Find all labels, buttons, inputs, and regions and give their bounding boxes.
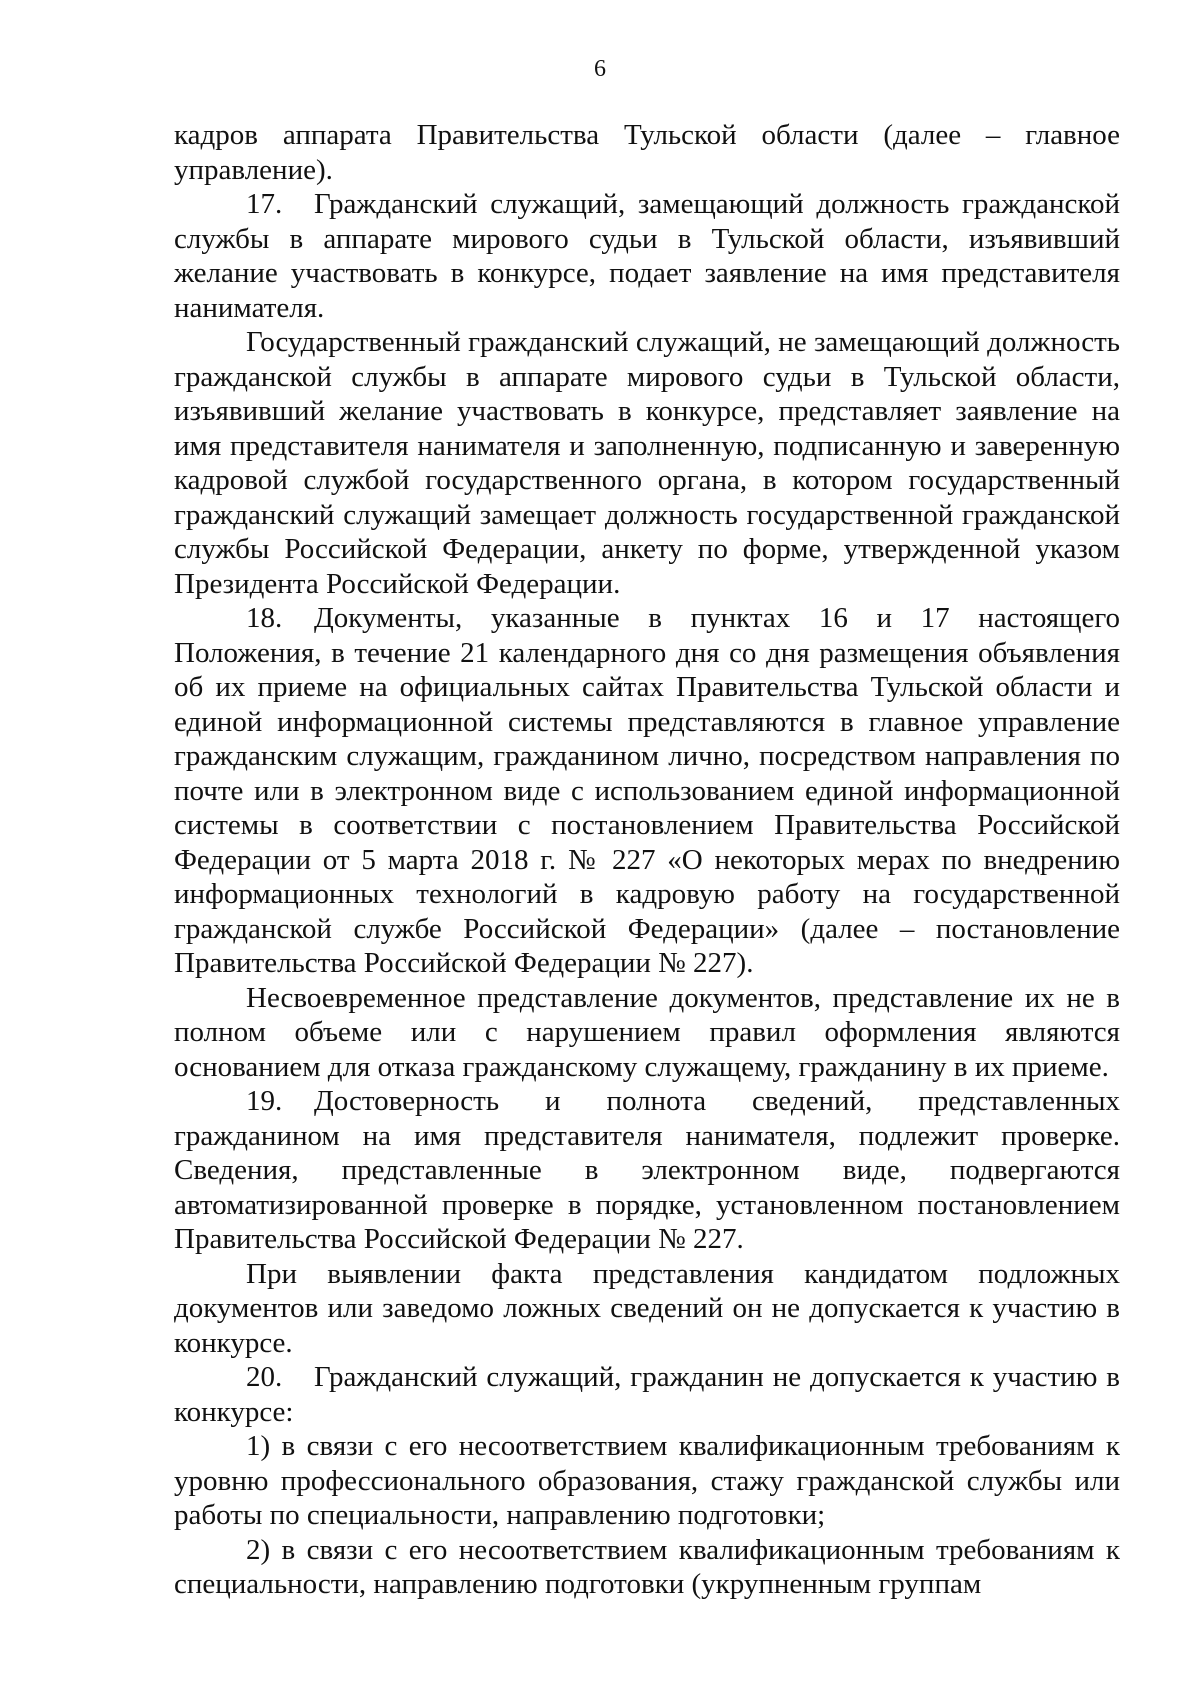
item-number: 18. (246, 602, 283, 634)
paragraph-item-19 (174, 1084, 1120, 1257)
paragraph-text: Гражданский служащий, гражданин не допускается к участию в конкурсе: (174, 1361, 1120, 1428)
paragraph-item-18 (174, 601, 1120, 981)
paragraph-item-17 (174, 187, 1120, 325)
paragraph-text: кадров аппарата Правительства Тульской области (далее – главное управление). (174, 119, 1120, 186)
paragraph-text: При выявлении факта представления кандидатом подложных документов или заведомо ложных сведений он не допускается к участию в конкурсе. (174, 1257, 1120, 1359)
paragraph-text: Документы, указанные в пунктах 16 и 17 настоящего Положения, в течение 21 календарного дня со дня размещения объявления об их приеме на официальных сайтах Правительства Тульской области и единой информационной системы представляются в главное управление гражданским служащим, гражданином лично, посредством направления по почте или в электронном виде с использованием единой информационной системы в соответствии с постановлением Правительства Российской Федерации от 5 марта 2018 г. № 227 «О некоторых мерах по внедрению информационных технологий в кадровую работу на государственной гражданской службе Российской Федерации» (далее – постановление Правительства Российской Федерации № 227). (174, 602, 1120, 979)
paragraph-text: 1) в связи с его несоответствием квалификационным требованиям к уровню профессионального образования, стажу гражданской службы или работы по специальности, направлению подготовки; (174, 1430, 1120, 1531)
item-number: 20. (246, 1361, 283, 1393)
document-body (174, 118, 1120, 1602)
paragraph-item-20 (174, 1360, 1120, 1429)
page-number: 6 (594, 56, 606, 82)
paragraph (174, 1257, 1120, 1361)
sub-item-1 (174, 1429, 1120, 1533)
sub-item-2 (174, 1533, 1120, 1602)
paragraph-text: Достоверность и полнота сведений, представленных гражданином на имя представителя нанимателя, подлежит проверке. Сведения, представленные в электронном виде, подвергаются автоматизированной проверке в порядке, установленном постановлением Правительства Российской Федерации № 227. (174, 1085, 1120, 1255)
paragraph-text: 2) в связи с его несоответствием квалификационным требованиям к специальности, направлению подготовки (укрупненным группам (174, 1533, 1120, 1600)
paragraph-text: Несвоевременное представление документов, представление их не в полном объеме или с нарушением правил оформления являются основанием для отказа гражданскому служащему, гражданину в их приеме. (174, 981, 1120, 1083)
paragraph-continuation (174, 118, 1120, 187)
paragraph-text: Государственный гражданский служащий, не замещающий должность гражданской службы в аппарате мирового судьи в Тульской области, изъявивший желание участвовать в конкурсе, представляет заявление на имя представителя нанимателя и заполненную, подписанную и заверенную кадровой службой государственного органа, в котором государственный гражданский служащий замещает должность государственной гражданской службы Российской Федерации, анкету по форме, утвержденной указом Президента Российской Федерации. (174, 326, 1120, 600)
item-number: 19. (246, 1085, 283, 1117)
paragraph-text: Гражданский служащий, замещающий должность гражданской службы в аппарате мирового судьи в Тульской области, изъявивший желание участвовать в конкурсе, подает заявление на имя представителя нанимателя. (174, 188, 1120, 324)
paragraph (174, 325, 1120, 601)
paragraph (174, 981, 1120, 1085)
item-number: 17. (246, 188, 283, 220)
